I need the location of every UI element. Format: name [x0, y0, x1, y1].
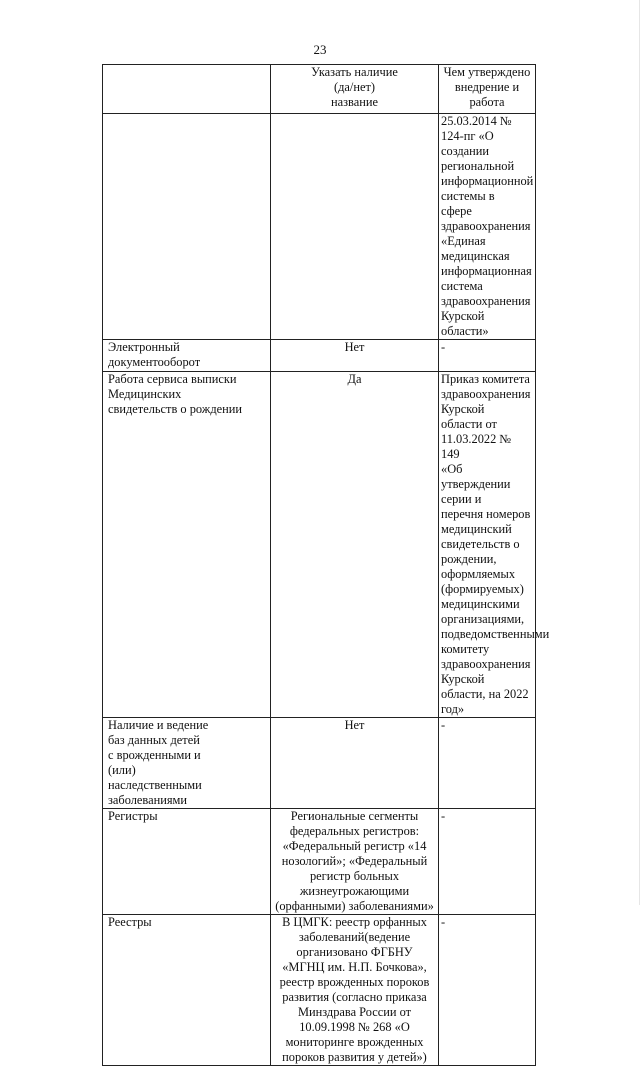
table-row — [103, 372, 536, 718]
table-row — [103, 114, 536, 340]
row-availability-cell: Нет — [271, 340, 439, 372]
row-approval-cell: - — [439, 340, 536, 372]
row-label-cell: Работа сервиса выписки Медицинских свидетельств о рождении — [103, 372, 271, 718]
row-label-cell: Наличие и ведение баз данных детей с врожденными и (или) наследственными заболеваниями — [103, 718, 271, 809]
table-row — [103, 915, 536, 1066]
row-approval-cell: Приказ комитета здравоохранения Курской области от 11.03.2022 № 149 «Об утверждении серии и перечня номеров медицинский свидетельств о рождении, оформляемых (формируемых) медицинскими организациями, подведомственными комитету здравоохранения Курской области, на 2022 год» — [439, 372, 536, 718]
document-table — [102, 64, 550, 1066]
row-label-cell — [103, 114, 271, 340]
header-cell-1 — [103, 65, 271, 114]
row-approval-cell: 25.03.2014 № 124-пг «О создании региональной информационной системы в сфере здравоохранения «Единая медицинская информационная система здравоохранения Курской области» — [439, 114, 536, 340]
table-row — [103, 809, 536, 915]
header-cell-2: Указать наличие (да/нет) название — [271, 65, 439, 114]
table-header-row — [103, 65, 536, 114]
header-cell-3: Чем утверждено внедрение и работа — [439, 65, 536, 114]
row-availability-cell: Да — [271, 372, 439, 718]
row-approval-cell: - — [439, 718, 536, 809]
row-availability-cell — [271, 114, 439, 340]
row-label-cell: Электронный документооборот — [103, 340, 271, 372]
row-availability-cell: Региональные сегменты федеральных регистров: «Федеральный регистр «14 нозологий»; «Федеральный регистр больных жизнеугрожающими (орфанными) заболеваниями» — [271, 809, 439, 915]
row-label-cell: Реестры — [103, 915, 271, 1066]
table-row — [103, 718, 536, 809]
row-approval-cell: - — [439, 809, 536, 915]
row-availability-cell: Нет — [271, 718, 439, 809]
table-row — [103, 340, 536, 372]
row-approval-cell: - — [439, 915, 536, 1066]
row-label-cell: Регистры — [103, 809, 271, 915]
row-availability-cell: В ЦМГК: реестр орфанных заболеваний(ведение организовано ФГБНУ «МГНЦ им. Н.П. Бочкова», реестр врожденных пороков развития (согласно приказа Минздрава России от 10.09.1998 № 268 «О мониторинге врожденных пороков развития у детей») — [271, 915, 439, 1066]
page-number: 23 — [313, 42, 327, 57]
